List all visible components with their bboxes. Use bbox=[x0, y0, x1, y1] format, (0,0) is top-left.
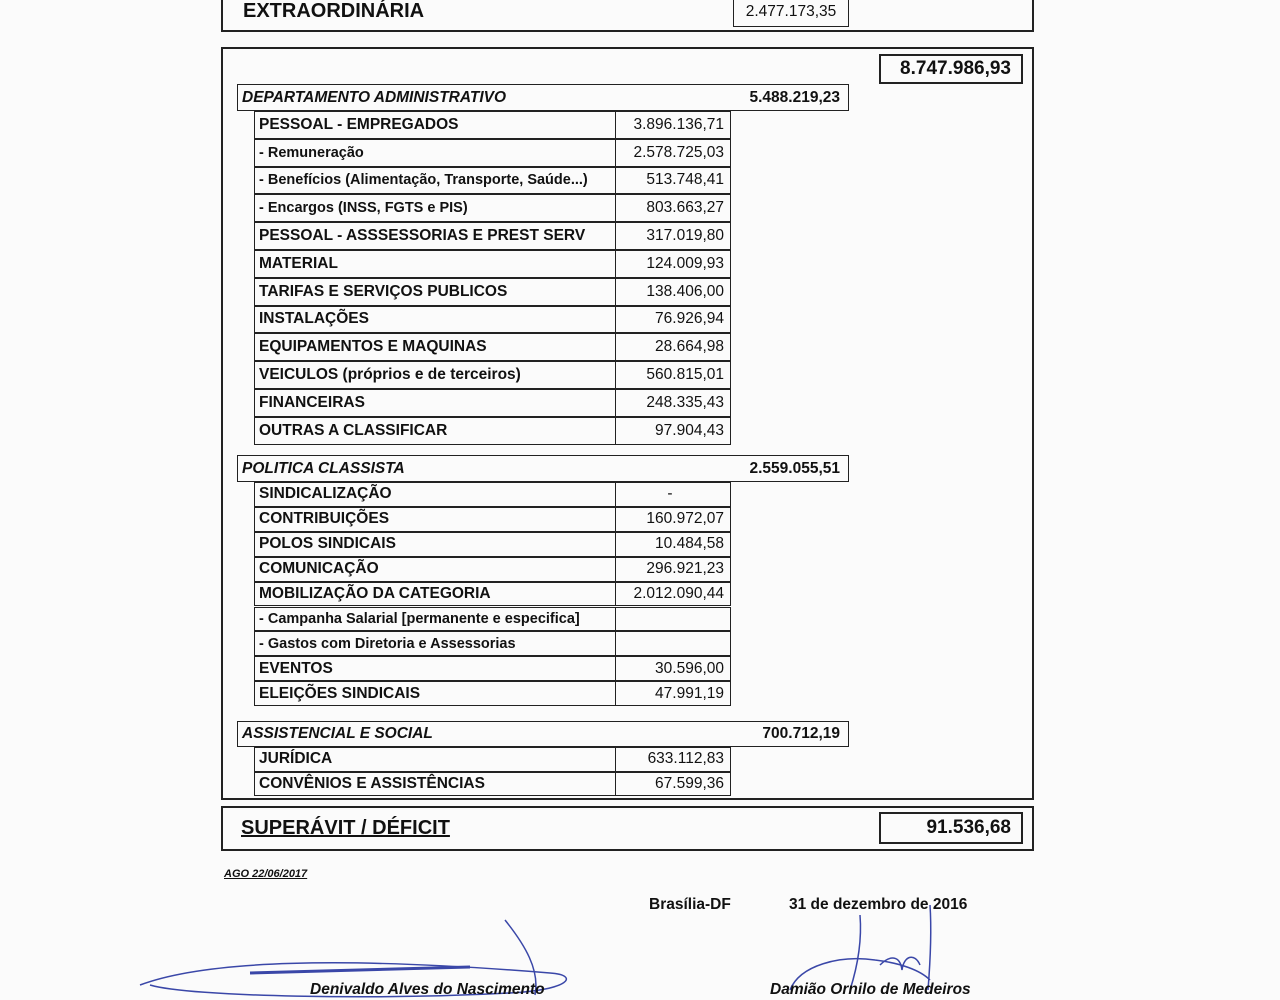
row-value: 513.748,41 bbox=[615, 167, 731, 195]
result-value-box bbox=[879, 812, 1023, 844]
section-title: ASSISTENCIAL E SOCIAL bbox=[242, 725, 433, 742]
row-label: TARIFAS E SERVIÇOS PUBLICOS bbox=[254, 278, 616, 306]
row-label: POLOS SINDICAIS bbox=[254, 532, 616, 557]
section-title: POLITICA CLASSISTA bbox=[242, 459, 405, 477]
row-value: 296.921,23 bbox=[615, 557, 731, 582]
row-label: PESSOAL - ASSSESSORIAS E PREST SERV bbox=[254, 222, 616, 250]
row-value: - bbox=[615, 482, 731, 507]
row-label: - Remuneração bbox=[254, 139, 616, 167]
row-label: COMUNICAÇÃO bbox=[254, 557, 616, 582]
row-label: - Campanha Salarial [permanente e especifica] bbox=[254, 607, 616, 632]
row-value bbox=[615, 631, 731, 656]
row-value: 28.664,98 bbox=[615, 333, 731, 361]
row-value: 47.991,19 bbox=[615, 681, 731, 706]
section-total: 700.712,19 bbox=[762, 725, 840, 742]
row-value: 2.578.725,03 bbox=[615, 139, 731, 167]
result-label: SUPERÁVIT / DÉFICIT bbox=[241, 817, 450, 839]
result-value: 91.536,68 bbox=[926, 817, 1011, 838]
row-value: 160.972,07 bbox=[615, 507, 731, 532]
row-label: - Benefícios (Alimentação, Transporte, Saúde...) bbox=[254, 167, 616, 195]
row-label: EQUIPAMENTOS E MAQUINAS bbox=[254, 333, 616, 361]
extraordinaria-value-cell bbox=[733, 0, 849, 27]
row-value: 633.112,83 bbox=[615, 747, 731, 772]
extraordinaria-value: 2.477.173,35 bbox=[745, 2, 837, 20]
row-label: MATERIAL bbox=[254, 250, 616, 278]
row-value: 67.599,36 bbox=[615, 772, 731, 797]
row-label: JURÍDICA bbox=[254, 747, 616, 772]
row-value: 138.406,00 bbox=[615, 278, 731, 306]
row-label: - Gastos com Diretoria e Assessorias bbox=[254, 631, 616, 656]
row-value bbox=[615, 607, 731, 632]
section-total: 5.488.219,23 bbox=[749, 88, 840, 106]
row-label: EVENTOS bbox=[254, 656, 616, 681]
section-total: 2.559.055,51 bbox=[749, 459, 840, 477]
row-label: MOBILIZAÇÃO DA CATEGORIA bbox=[254, 582, 616, 607]
signer-left-name: Denivaldo Alves do Nascimento bbox=[310, 981, 545, 998]
section-title: DEPARTAMENTO ADMINISTRATIVO bbox=[242, 88, 507, 106]
row-value: 248.335,43 bbox=[615, 389, 731, 417]
row-value: 97.904,43 bbox=[615, 417, 731, 445]
grand-total-value: 8.747.986,93 bbox=[900, 58, 1011, 79]
row-label: - Encargos (INSS, FGTS e PIS) bbox=[254, 194, 616, 222]
row-value: 560.815,01 bbox=[615, 361, 731, 389]
row-label: PESSOAL - EMPREGADOS bbox=[254, 111, 616, 139]
row-value: 3.896.136,71 bbox=[615, 111, 731, 139]
row-value: 803.663,27 bbox=[615, 194, 731, 222]
row-label: FINANCEIRAS bbox=[254, 389, 616, 417]
row-value: 10.484,58 bbox=[615, 532, 731, 557]
row-label: CONTRIBUIÇÕES bbox=[254, 507, 616, 532]
grand-total-box bbox=[879, 54, 1023, 84]
place-text: Brasília-DF bbox=[649, 896, 731, 913]
section-header-departamento bbox=[237, 84, 849, 111]
row-value: 317.019,80 bbox=[615, 222, 731, 250]
extraordinaria-label: EXTRAORDINÁRIA bbox=[243, 0, 425, 22]
row-label: SINDICALIZAÇÃO bbox=[254, 482, 616, 507]
row-label: INSTALAÇÕES bbox=[254, 306, 616, 334]
date-text: 31 de dezembro de 2016 bbox=[789, 896, 968, 913]
row-label: CONVÊNIOS E ASSISTÊNCIAS bbox=[254, 772, 616, 797]
section-header-politica-classista bbox=[237, 455, 849, 482]
row-value: 76.926,94 bbox=[615, 306, 731, 334]
row-value: 2.012.090,44 bbox=[615, 582, 731, 607]
signer-right-name: Damião Ornilo de Medeiros bbox=[770, 981, 971, 998]
row-value: 30.596,00 bbox=[615, 656, 731, 681]
row-value: 124.009,93 bbox=[615, 250, 731, 278]
section-header-assistencial bbox=[237, 721, 849, 747]
row-label: VEICULOS (próprios e de terceiros) bbox=[254, 361, 616, 389]
row-label: OUTRAS A CLASSIFICAR bbox=[254, 417, 616, 445]
ago-reference: AGO 22/06/2017 bbox=[224, 868, 308, 880]
row-label: ELEIÇÕES SINDICAIS bbox=[254, 681, 616, 706]
